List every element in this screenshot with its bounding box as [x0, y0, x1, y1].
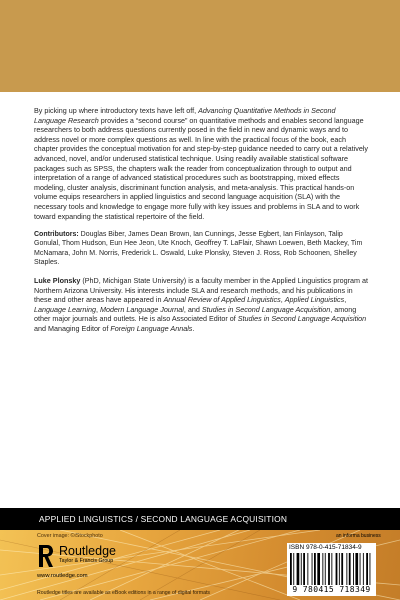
barcode-digits: 9 780415 718349	[292, 585, 371, 594]
isbn-number: ISBN 978-0-415-71834-9	[289, 544, 362, 551]
subject-category: APPLIED LINGUISTICS / SECOND LANGUAGE ACQUISITION	[39, 514, 288, 524]
description-intro: By picking up where introductory texts have left off,	[34, 106, 199, 115]
journal-title: Modern Language Journal	[99, 304, 184, 314]
back-cover-text	[34, 106, 368, 343]
routledge-r-icon	[37, 543, 55, 569]
barcode-box	[287, 543, 376, 596]
author-bio-paragraph	[34, 276, 368, 334]
top-color-band	[0, 0, 400, 92]
journal-title: Studies in Second Language Acquisition	[201, 304, 331, 314]
description-paragraph	[34, 106, 368, 221]
barcode-image	[290, 553, 373, 585]
ebook-note: Routledge titles are available as eBook editions in a range of digital formats	[37, 590, 211, 596]
author-bio-text: and Managing Editor of	[34, 323, 111, 333]
separator: ,	[344, 295, 347, 305]
author-bio-text: , among other major journals and outlets. He is also Associated Editor of	[34, 304, 357, 324]
publisher-website: www.routledge.com	[37, 573, 88, 579]
publisher-name: Routledge	[59, 544, 116, 558]
contributors-names: Douglas Biber, James Dean Brown, Ian Cunnings, Jesse Egbert, Ian Finlayson, Talip Gonulal, Thom Hudson, Eun Hee Jeon, Ute Knoch, Geoffrey T. LaFlair, Shawn Loewen, Beth Mackey, Tim McNamara, John M. Norris, Frederick L. Oswald, Luke Plonsky, Steven J. Ross, Rob Schoonen, Shelley Staples.	[34, 231, 363, 266]
description-body: provides a “second course” on quantitative methods and enables second language researchers to both address questions currently posed in the field in new and dynamic ways and to address novel or more complex questions as well. In line with the practical focus of the book, each chapter provides the conceptual motivation for and step-by-step guidance needed to carry out a relatively advanced, novel, and/or underused statistical technique. Using readily available statistical software packages such as SPSS, the chapters walk the reader from conceptualization through to output and interpretation of a range of advanced statistical procedures such as bootstrapping, mixed effects modeling, cluster analysis, discriminant function analysis, and meta-analysis. This practical hands-on volume equips researchers in applied linguistics and second language acquisition (SLA) with the necessary tools and knowledge to engage more fully with key issues and problems in SLA and to work toward expanding the statistical repertoire of the field.	[34, 115, 369, 221]
journal-title: Studies in Second Language Acquisition	[237, 314, 367, 324]
author-bio-text: (PhD, Michigan State University) is a faculty member in the Applied Linguistics program at Northern Arizona University. His interests include SLA and research methods, and his publications in these and other areas have appeared in	[34, 275, 368, 305]
author-bio-text: .	[192, 323, 195, 333]
contributors-label: Contributors:	[34, 231, 79, 239]
routledge-logo	[37, 543, 167, 571]
cover-image-band	[0, 530, 400, 600]
separator: ,	[95, 304, 100, 314]
journal-title: Language Learning	[34, 304, 96, 314]
informa-tagline: an informa business	[336, 533, 381, 539]
author-name: Luke Plonsky	[34, 275, 81, 285]
separator: , and	[183, 304, 202, 314]
journal-title: Applied Linguistics	[284, 295, 345, 305]
journal-title: Annual Review of Applied Linguistics	[163, 295, 281, 305]
book-title-italic: Advancing Quantitative Methods in Second Language Research	[34, 106, 336, 125]
subject-category-bar	[0, 508, 400, 530]
contributors-paragraph	[34, 230, 368, 267]
journal-title: Foreign Language Annals	[110, 323, 193, 333]
publisher-group: Taylor & Francis Group	[59, 558, 114, 564]
separator: ,	[280, 295, 285, 305]
cover-image-credit: Cover image: ©iStockphoto	[37, 533, 103, 539]
